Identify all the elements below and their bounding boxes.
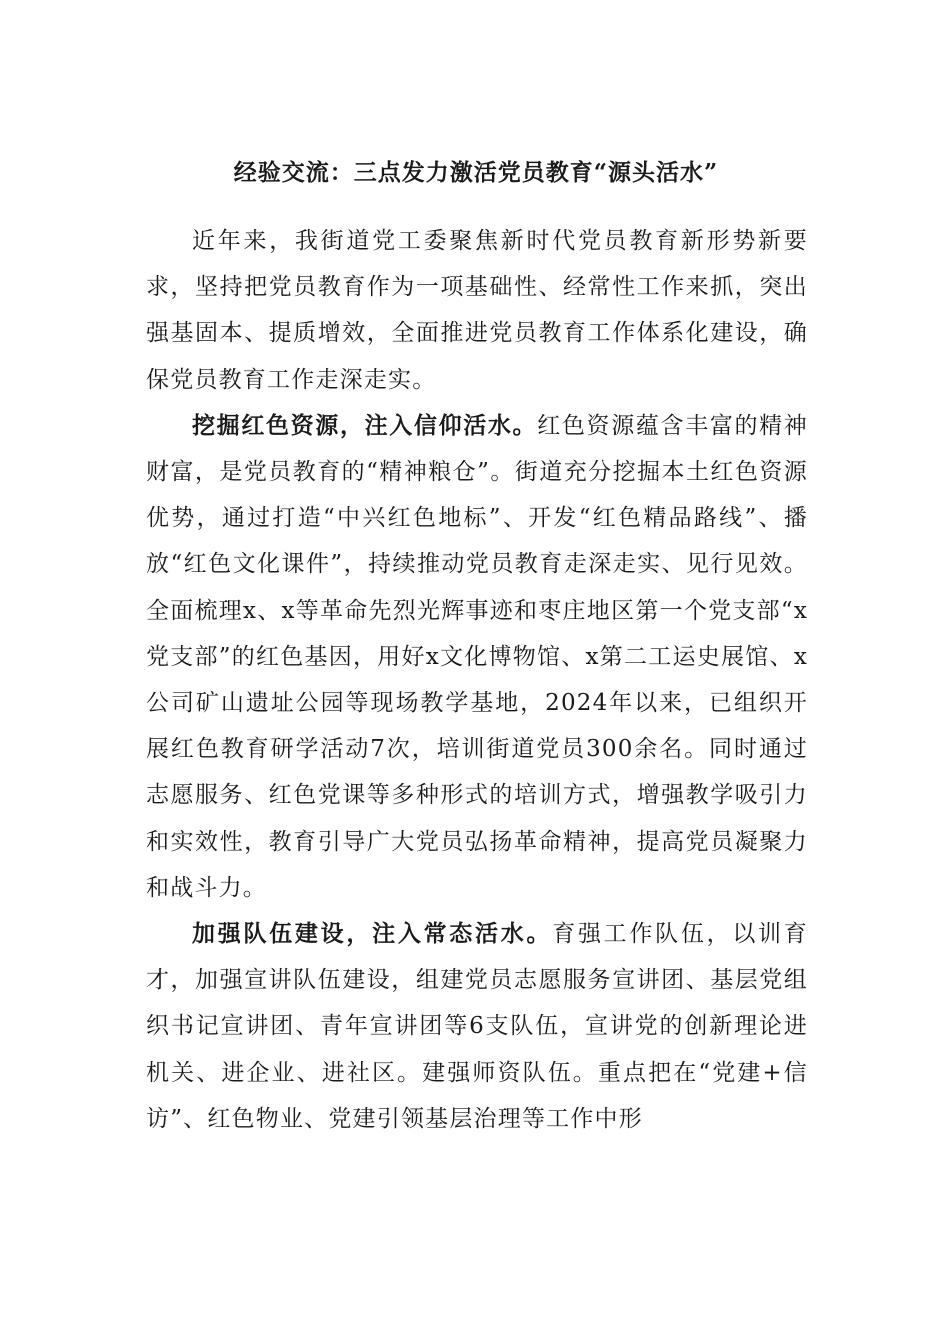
document-title: 经验交流：三点发力激活党员教育“源头活水” bbox=[233, 159, 719, 186]
paragraph-lead: 加强队伍建设，注入常态活水。 bbox=[192, 920, 553, 948]
paragraph-team-building bbox=[146, 911, 808, 1142]
document-body bbox=[146, 218, 808, 1142]
paragraph-red-resources bbox=[146, 403, 808, 911]
paragraph-intro bbox=[146, 218, 808, 403]
paragraph-text: 红色资源蕴含丰富的精神财富，是党员教育的“精神粮仓”。街道充分挖掘本土红色资源优势，通过打造“中兴红色地标”、开发“红色精品路线”、播放“红色文化课件”，持续推动党员教育走深走实、见行见效。全面梳理x、x等革命先烈光辉事迹和枣庄地区第一个党支部“x党支部”的红色基因，用好x文化博物馆、x第二工运史展馆、x公司矿山遗址公园等现场教学基地，2024年以来，已组织开展红色教育研学活动7次，培训街道党员300余名。同时通过志愿服务、红色党课等多种形式的培训方式，增强教学吸引力和实效性，教育引导广大党员弘扬革命精神，提高党员凝聚力和战斗力。 bbox=[146, 412, 808, 901]
paragraph-text: 近年来，我街道党工委聚焦新时代党员教育新形势新要求，坚持把党员教育作为一项基础性、经常性工作来抓，突出强基固本、提质增效，全面推进党员教育工作体系化建设，确保党员教育工作走深走实。 bbox=[146, 228, 808, 393]
paragraph-text: 育强工作队伍，以训育才，加强宣讲队伍建设，组建党员志愿服务宣讲团、基层党组织书记宣讲团、青年宣讲团等6支队伍，宣讲党的创新理论进机关、进企业、进社区。建强师资队伍。重点把在“党建+信访”、红色物业、党建引领基层治理等工作中形 bbox=[146, 921, 808, 1132]
paragraph-lead: 挖掘红色资源，注入信仰活水。 bbox=[192, 411, 538, 439]
